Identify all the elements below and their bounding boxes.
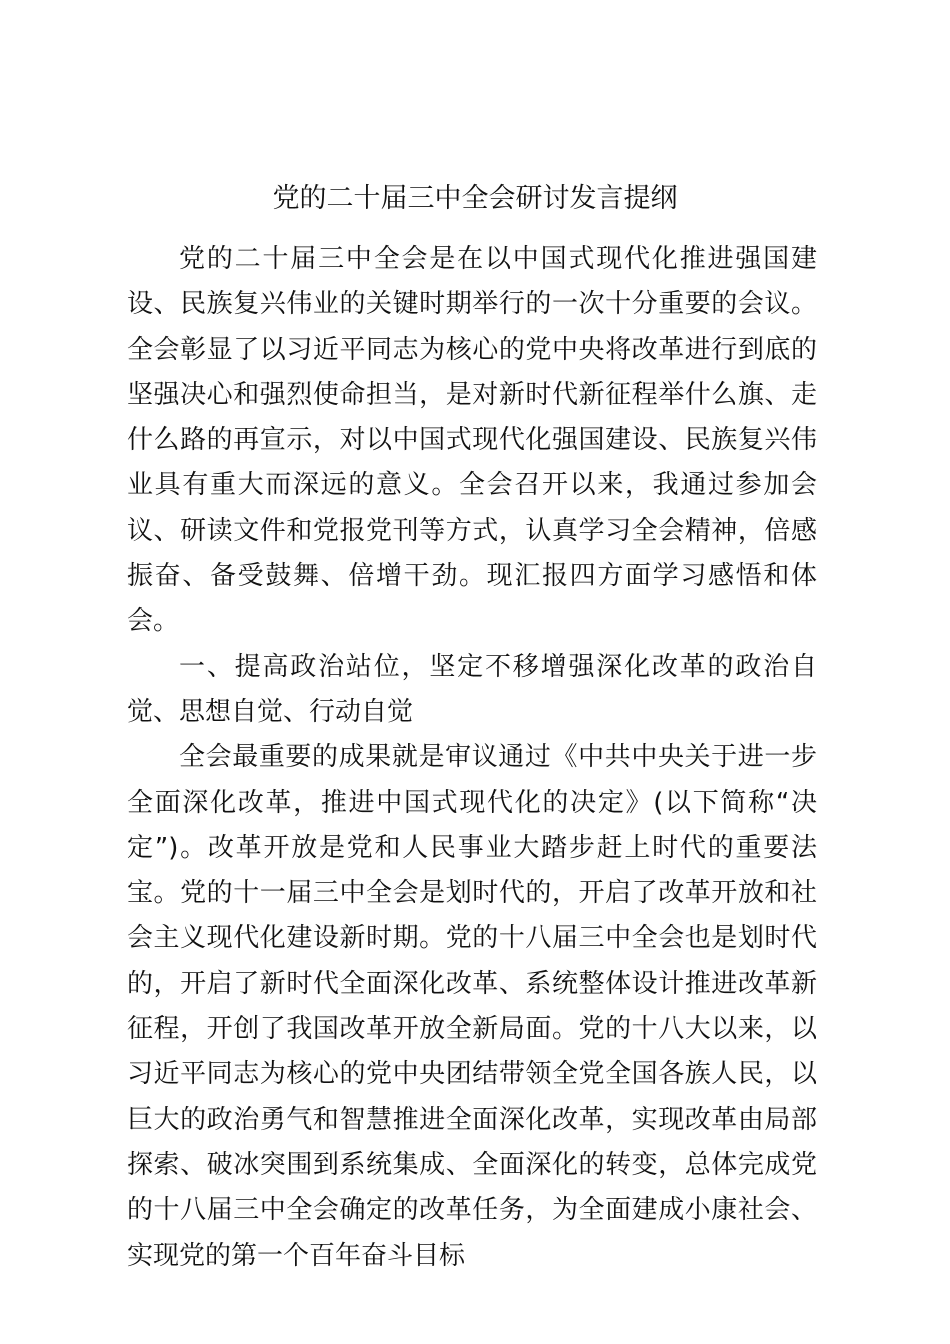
paragraph-section-1: 全会最重要的成果就是审议通过《中共中央关于进一步全面深化改革，推进中国式现代化的决定》(以下简称“决定”)。改革开放是党和人民事业大踏步赶上时代的重要法宝。党的十一届三中全会是划时代的，开启了改革开放和社会主义现代化建设新时期。党的十八届三中全会也是划时代的，开启了新时代全面深化改革、系统整体设计推进改革新征程，开创了我国改革开放全新局面。党的十八大以来，以习近平同志为核心的党中央团结带领全党全国各族人民，以巨大的政治勇气和智慧推进全面深化改革，实现改革由局部探索、破冰突围到系统集成、全面深化的转变，总体完成党的十八届三中全会确定的改革任务，为全面建成小康社会、实现党的第一个百年奋斗目标 xyxy=(127,742,817,1271)
document-title: 党的二十届三中全会研讨发言提纲 xyxy=(272,183,678,214)
section-heading-1: 一、提高政治站位，坚定不移增强深化改革的政治自觉、思想自觉、行动自觉 xyxy=(127,651,817,727)
paragraph-intro: 党的二十届三中全会是在以中国式现代化推进强国建设、民族复兴伟业的关键时期举行的一次十分重要的会议。全会彰显了以习近平同志为核心的党中央将改革进行到底的坚强决心和强烈使命担当，是对新时代新征程举什么旗、走什么路的再宣示，对以中国式现代化强国建设、民族复兴伟业具有重大而深远的意义。全会召开以来，我通过参加会议、研读文件和党报党刊等方式，认真学习全会精神，倍感振奋、备受鼓舞、倍增干劲。现汇报四方面学习感悟和体会。 xyxy=(127,244,817,637)
document-body xyxy=(127,237,817,1279)
